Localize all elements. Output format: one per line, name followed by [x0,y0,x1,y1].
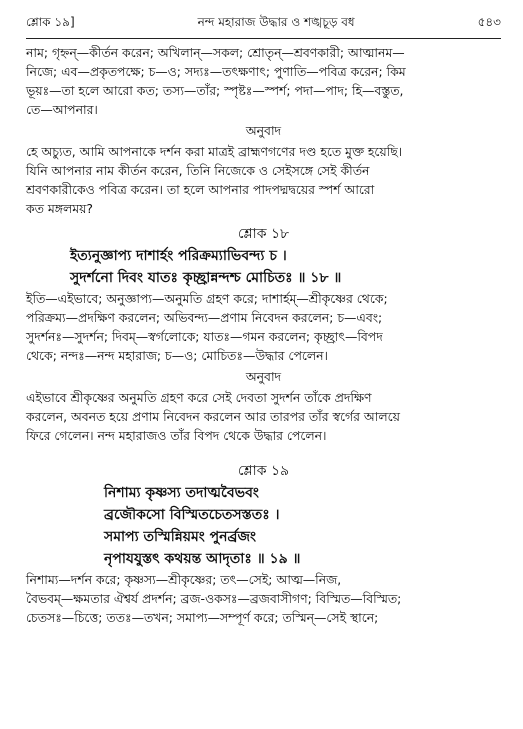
synonym-line: নিশাম্য—দর্শন করে; কৃষ্ণস্য—শ্রীকৃষ্ণের; তৎ—সেই; আত্ম—নিজ, [26,572,342,587]
translation-paragraph [26,388,501,445]
verse-heading: শ্লোক ১৮ [237,226,290,242]
synonyms-continued [26,43,501,119]
verse-line: সমাপ্য তস্মিন্নিয়মং পুনর্ব্রজং [104,529,257,545]
verse-line: নিশাম্য কৃষ্ণস্য তদাত্মবৈভবং [104,485,259,501]
translation-line: করলেন, অবনত হয়ে প্রণাম নিবেদন করলেন আর তারপর তাঁর স্বর্গের আলয়ে [26,409,400,424]
spacer [26,445,501,455]
verse-block [26,245,501,289]
verse-line: ব্রজৌকসো বিস্মিতচেতসস্ততঃ । [104,507,280,523]
synonym-line: তে—আপনার। [26,102,98,117]
running-header [26,14,501,32]
synonym-line: পরিক্রম্য—প্রদক্ষিণ করলেন; অভিবন্দ্য—প্রণাম নিবেদন করলেন; চ—এবং; [26,310,383,325]
translation-line: হে অচ্যুত, আমি আপনাকে দর্শন করা মাত্রই ব্রাহ্মণগণের দণ্ড হতে মুক্ত হয়েছি। [26,144,403,159]
verse-line: ইত্যনুজ্ঞাপ্য দাশার্হং পরিক্রম্যাভিবন্দ্য চ । [70,248,287,264]
synonym-line: নিজে; এব—প্রকৃতপক্ষে; চ—ও; সদ্যঃ—তৎক্ষণাৎ; পুণাতি—পবিত্র করেন; কিম [26,64,406,79]
synonym-line: নাম; গৃহ্নন্—কীর্তন করেন; অখিলান্—সকল; শ্রোতৃন্—শ্রবণকারী; আত্মানম— [26,45,405,60]
translation-paragraph [26,142,501,218]
synonym-line: সুদর্শনঃ—সুদর্শন; দিবম্—স্বর্গলোকে; যাতঃ—গমন করলেন; কৃচ্ছ্রাৎ—বিপদ [26,329,383,344]
synonym-line: বৈভবম্—ক্ষমতার ঐশ্বর্য প্রদর্শন; ব্রজ-ওকসঃ—ব্রজবাসীগণ; বিস্মিত—বিস্মিত; [26,591,402,606]
synonym-line: থেকে; নন্দঃ—নন্দ মহারাজ; চ—ও; মোচিতঃ—উদ্ধার পেলেন। [26,348,328,363]
translation-line: কত মঙ্গলময়? [26,201,93,216]
synonyms [26,289,501,365]
translation-line: যিনি আপনার নাম কীর্তন করেন, তিনি নিজেকে ও সেইসঙ্গে সেই কীর্তন [26,163,370,178]
verse-block [26,482,501,570]
header-divider [26,38,501,39]
translation-line: ফিরে গেলেন। নন্দ মহারাজও তাঁর বিপদ থেকে উদ্ধার পেলেন। [26,428,327,443]
translation-label: অনুবাদ [245,123,282,138]
header-chapter-title: নন্দ মহারাজ উদ্ধার ও শঙ্খচূড় বধ [197,15,355,29]
synonyms [26,570,501,627]
translation-label: অনুবাদ [245,369,282,384]
synonym-line: ভূয়ঃ—তা হলে আরো কত; তস্য—তাঁর; স্পৃষ্টঃ—স্পর্শ; পদা—পাদ; হি—বস্তুত, [26,83,404,98]
translation-line: শ্রবণকারীকেও পবিত্র করেন। তা হলে আপনার পাদপদ্মদ্বয়ের স্পর্শ আরো [26,182,375,197]
synonym-line: ইতি—এইভাবে; অনুজ্ঞাপ্য—অনুমতি গ্রহণ করে; দাশার্হম্—শ্রীকৃষ্ণের থেকে; [26,291,388,306]
header-verse-ref: শ্লোক ১৯] [26,15,75,29]
page-number: ৫৪৩ [477,15,501,29]
verse-heading: শ্লোক ১৯ [237,463,290,479]
synonym-line: চেতসঃ—চিত্তে; ততঃ—তখন; সমাপ্য—সম্পূর্ণ করে; তস্মিন্—সেই স্থানে; [26,610,379,625]
verse-line: নৃপাযযুস্তৎ কথয়ন্ত আদৃতাঃ ॥ ১৯ ॥ [104,551,301,567]
verse-line: সুদর্শনো দিবং যাতঃ কৃচ্ছ্রান্নন্দশ্চ মোচিতঃ ॥ ১৮ ॥ [70,270,342,286]
translation-line: এইভাবে শ্রীকৃষ্ণের অনুমতি গ্রহণ করে সেই দেবতা সুদর্শন তাঁকে প্রদক্ষিণ [26,390,372,405]
